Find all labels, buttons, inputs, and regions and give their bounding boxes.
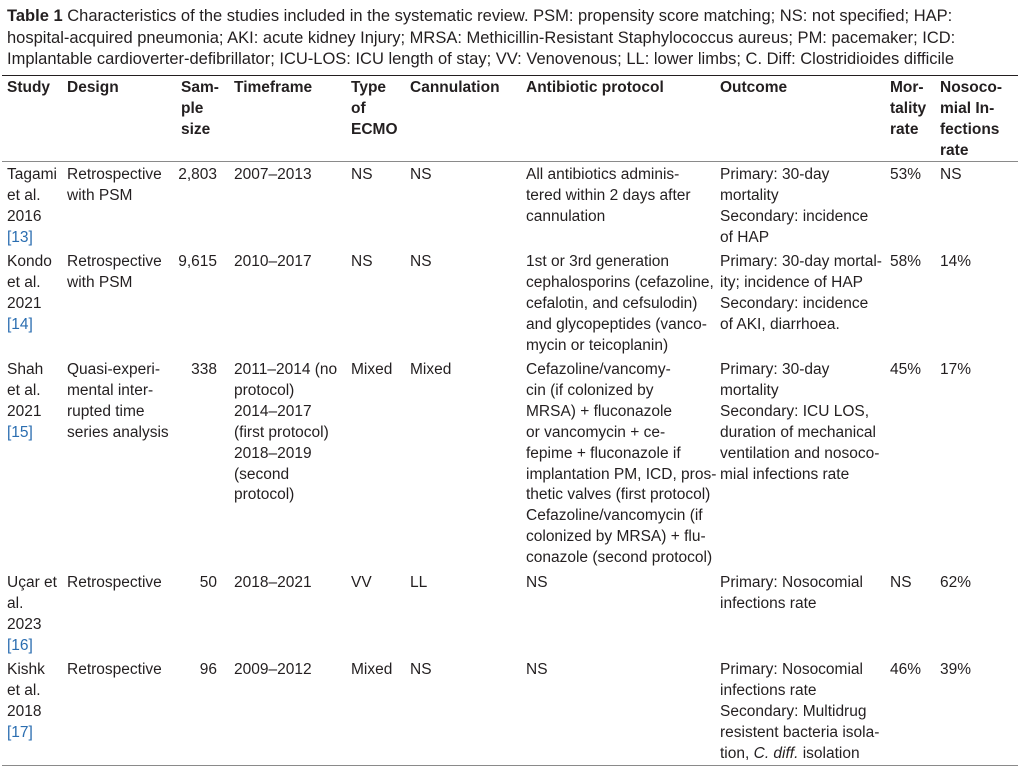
sample-size-cell: 96: [199, 661, 217, 678]
nosocomial-rate-cell: 39%: [940, 661, 972, 678]
reference-link[interactable]: [15]: [7, 423, 33, 441]
header-rule: [2, 161, 1018, 162]
nosocomial-rate-cell: 17%: [940, 361, 972, 378]
mortality-rate-cell: NS: [890, 574, 912, 591]
header-study: Study: [7, 79, 51, 96]
cannulation-cell: NS: [410, 166, 432, 183]
design-cell: Retrospective: [67, 661, 162, 678]
ecmo-type-cell: NS: [351, 253, 373, 270]
header-design: Design: [67, 79, 119, 96]
cannulation-cell: NS: [410, 253, 432, 270]
design-cell: Retrospective with PSM: [67, 166, 162, 204]
antibiotic-protocol-cell: All antibiotics adminis- tered within 2 days after cannulation: [526, 166, 691, 225]
study-cell: Kishk et al. 2018 [17]: [7, 661, 45, 741]
header-nosocomial-infections-rate: Nosoco- mial In- fections rate: [940, 79, 1002, 159]
top-rule: [2, 75, 1018, 76]
caption-label: Table 1: [7, 7, 63, 25]
timeframe-cell: 2011–2014 (no protocol) 2014–2017 (first protocol) 2018–2019 (second protocol): [234, 361, 338, 504]
cannulation-cell: Mixed: [410, 361, 452, 378]
antibiotic-protocol-cell: 1st or 3rd generation cephalosporins (cefazoline, cefalotin, and cefsulodin) and glycopeptides (vanco- mycin or teicoplanin): [526, 253, 714, 354]
nosocomial-rate-cell: 14%: [940, 253, 972, 270]
timeframe-cell: 2009–2012: [234, 661, 312, 678]
outcome-cell: Primary: 30-day mortal- ity; incidence of HAP Secondary: incidence of AKI, diarrhoea.: [720, 253, 882, 333]
header-sample-size: Sam- ple size: [181, 79, 219, 138]
sample-size-cell: 9,615: [178, 253, 217, 270]
nosocomial-rate-cell: NS: [940, 166, 962, 183]
ecmo-type-cell: Mixed: [351, 361, 393, 378]
mortality-rate-cell: 58%: [890, 253, 922, 270]
header-timeframe: Timeframe: [234, 79, 313, 96]
sample-size-cell: 338: [191, 361, 217, 378]
sample-size-cell: 2,803: [178, 166, 217, 183]
timeframe-cell: 2007–2013: [234, 166, 312, 183]
design-cell: Retrospective: [67, 574, 162, 591]
table-caption: [7, 6, 1007, 71]
antibiotic-protocol-cell: NS: [526, 574, 548, 591]
timeframe-cell: 2010–2017: [234, 253, 312, 270]
antibiotic-protocol-cell: Cefazoline/vancomy- cin (if colonized by MRSA) + fluconazole or vancomycin + ce- fepime + fluconazole if implantation PM, ICD, pros- thetic valves (first protocol) Cefazoline/vancomycin (if colonized by MRSA) + flu- conazole (second protocol): [526, 361, 717, 567]
outcome-cell: Primary: 30-day mortality Secondary: incidence of HAP: [720, 166, 869, 246]
header-cannulation: Cannulation: [410, 79, 500, 96]
design-cell: Quasi-experi- mental inter- rupted time series analysis: [67, 361, 169, 441]
caption-text: Characteristics of the studies included in the systematic review. PSM: propensity score matching; NS: not specified; HAP: hospital-acquired pneumonia; AKI: acute kidney Injury; MRSA: Methicillin-Resistant Staphylococcus aureus; PM: pacemaker; ICD: Implantable cardioverter-defibrillator; ICU-LOS: ICU length of stay; VV: Venovenous; LL: lower limbs; C. Diff: Clostridioides difficile: [7, 7, 956, 68]
reference-link[interactable]: [14]: [7, 315, 33, 333]
ecmo-type-cell: VV: [351, 574, 372, 591]
nosocomial-rate-cell: 62%: [940, 574, 972, 591]
cannulation-cell: NS: [410, 661, 432, 678]
outcome-cell: Primary: Nosocomial infections rate Secondary: Multidrug resistent bacteria isola- tion, C. diff. isolation: [720, 661, 880, 762]
study-cell: Tagami et al. 2016 [13]: [7, 166, 57, 246]
mortality-rate-cell: 45%: [890, 361, 922, 378]
outcome-cell: Primary: 30-day mortality Secondary: ICU LOS, duration of mechanical ventilation and nosoco- mial infections rate: [720, 361, 880, 483]
study-cell: Uçar et al. 2023 [16]: [7, 574, 57, 654]
mortality-rate-cell: 46%: [890, 661, 922, 678]
reference-link[interactable]: [13]: [7, 228, 33, 246]
header-outcome: Outcome: [720, 79, 788, 96]
reference-link[interactable]: [16]: [7, 636, 33, 654]
timeframe-cell: 2018–2021: [234, 574, 312, 591]
header-type-of-ecmo: Type of ECMO: [351, 79, 398, 138]
antibiotic-protocol-cell: NS: [526, 661, 548, 678]
sample-size-cell: 50: [199, 574, 217, 591]
cannulation-cell: LL: [410, 574, 428, 591]
ecmo-type-cell: NS: [351, 166, 373, 183]
mortality-rate-cell: 53%: [890, 166, 922, 183]
header-antibiotic-protocol: Antibiotic protocol: [526, 79, 664, 96]
outcome-italic-term: C. diff.: [753, 744, 799, 762]
study-cell: Kondo et al. 2021 [14]: [7, 253, 52, 333]
ecmo-type-cell: Mixed: [351, 661, 393, 678]
bottom-rule: [2, 765, 1018, 766]
design-cell: Retrospective with PSM: [67, 253, 162, 291]
study-cell: Shah et al. 2021 [15]: [7, 361, 44, 441]
reference-link[interactable]: [17]: [7, 723, 33, 741]
outcome-cell: Primary: Nosocomial infections rate: [720, 574, 863, 612]
header-mortality-rate: Mor- tality rate: [890, 79, 927, 138]
